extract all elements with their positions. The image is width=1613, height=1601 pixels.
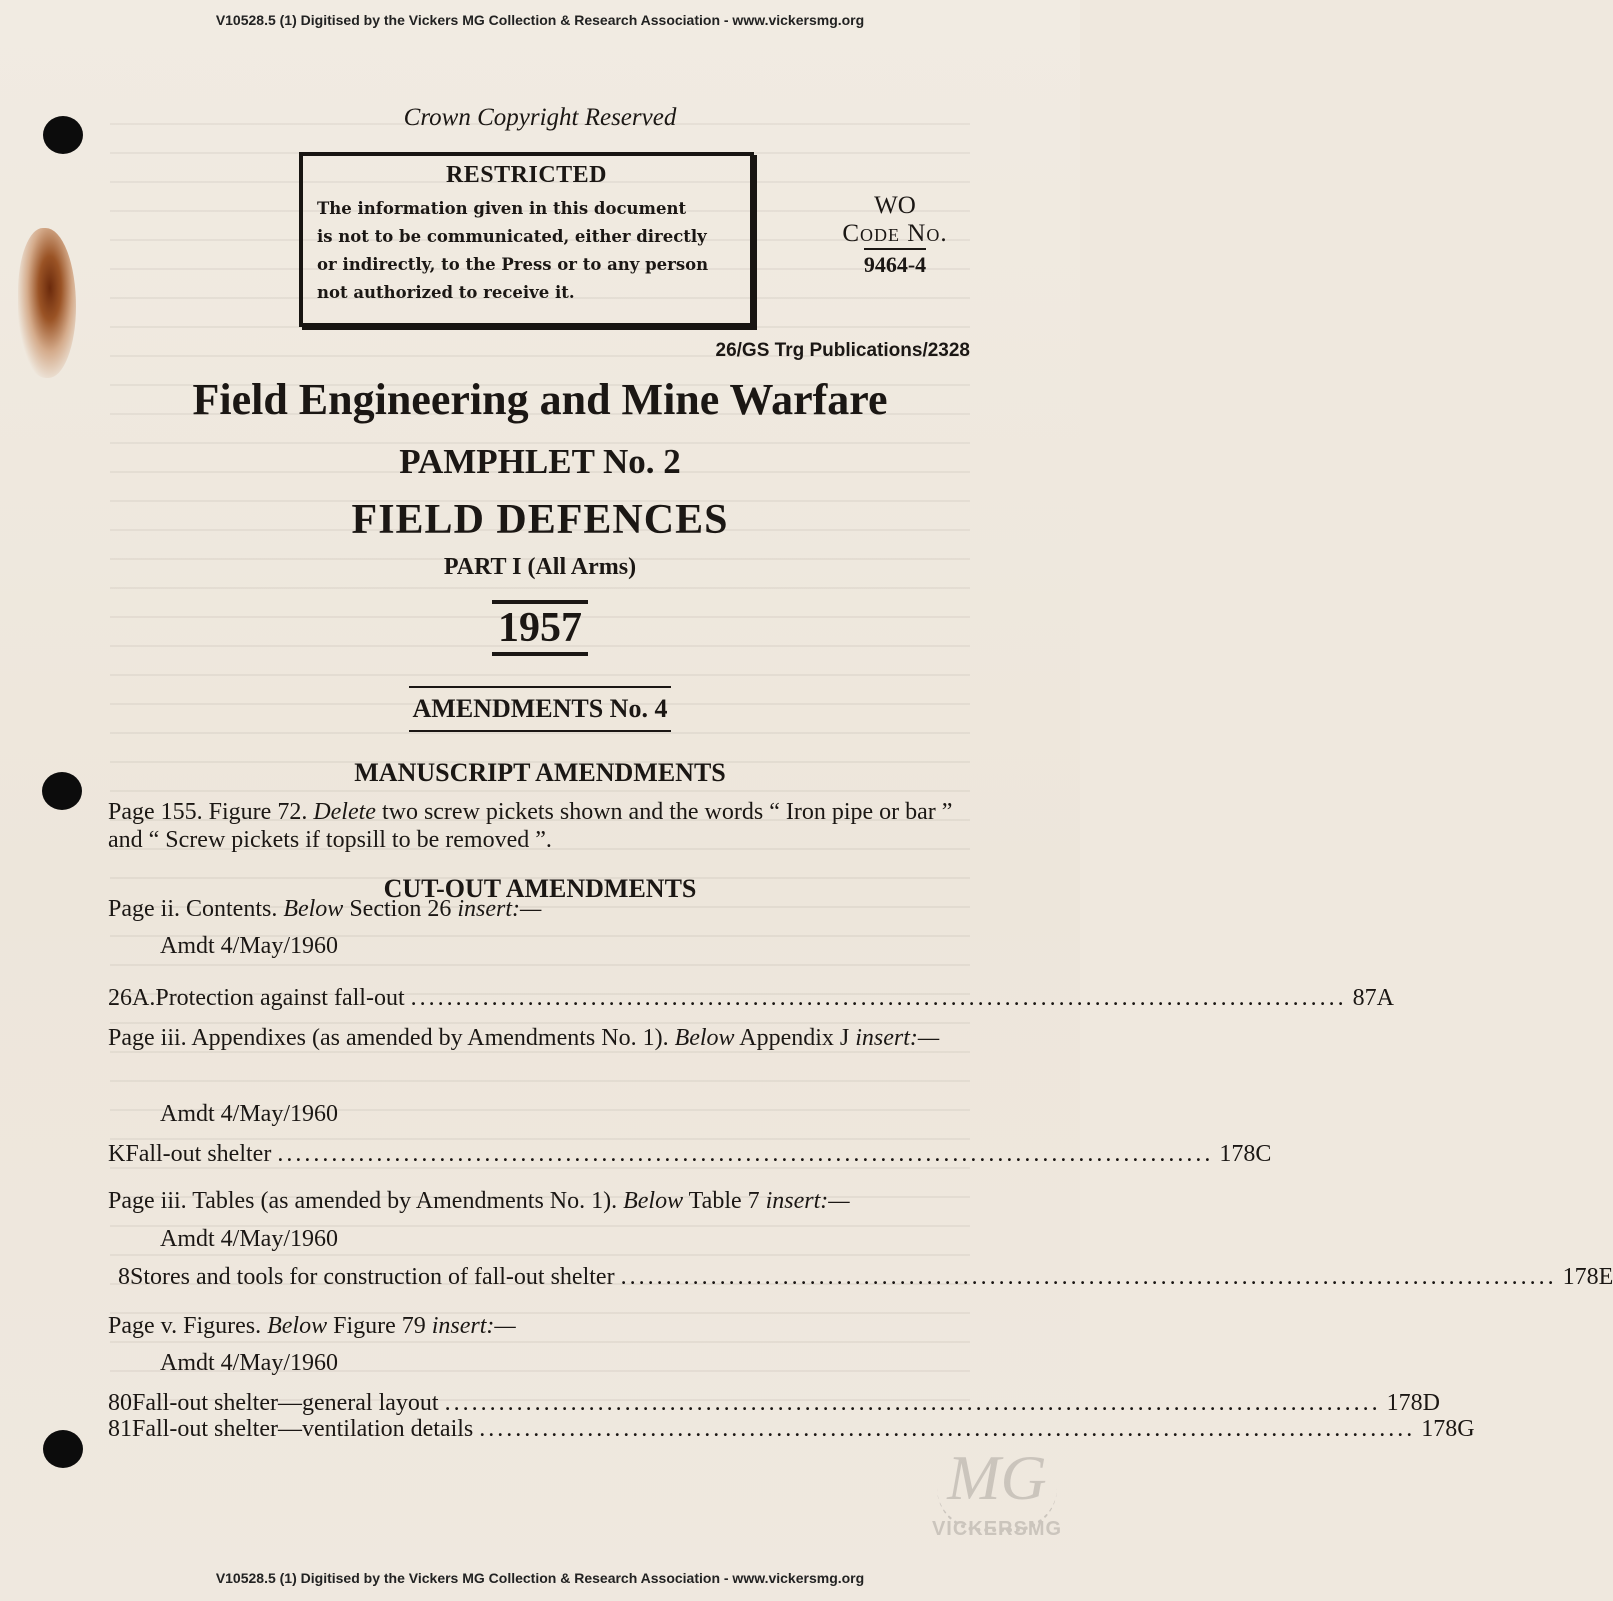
copyright-notice: Crown Copyright Reserved (403, 104, 677, 131)
restricted-title: RESTRICTED (445, 162, 608, 188)
pamphlet-number: PAMPHLET No. 2 (399, 442, 681, 481)
part-label: PART I (All Arms) (443, 554, 637, 580)
digitised-footer: V10528.5 (1) Digitised by the Vickers MG Collection & Research Association - www.vickersmg.org (215, 1570, 865, 1586)
amdt-date: Amdt 4/May/1960 (160, 933, 338, 959)
item-number: 81 (108, 1416, 132, 1442)
manuscript-amendment-text (108, 798, 974, 854)
item-label: Fall-out shelter (125, 1141, 272, 1167)
list-item (108, 985, 1394, 1012)
item-page: 178G (1421, 1416, 1475, 1442)
figures-intro (108, 1313, 974, 1340)
code-number: 9464-4 (864, 248, 926, 278)
restricted-line: not authorized to receive it. (317, 283, 575, 302)
list-item (108, 1416, 1475, 1443)
code-label: Code No. (842, 220, 948, 247)
restricted-text (317, 195, 736, 307)
item-page: 178E (1562, 1264, 1613, 1290)
leader-dots: ........................................................................................................ (410, 985, 1347, 1011)
punch-hole (43, 1430, 83, 1468)
leader-dots: ........................................................................................................ (444, 1390, 1381, 1416)
intro-text: Table 7 (683, 1188, 766, 1214)
leader-dots: ........................................................................................................ (620, 1264, 1557, 1290)
publication-reference: 26/GS Trg Publications/2328 (715, 340, 970, 361)
leader-dots: ........................................................................................................ (277, 1141, 1214, 1167)
intro-emphasis: Below (623, 1188, 684, 1214)
intro-text: Page ii. Contents. (108, 896, 284, 922)
amendments-number: AMENDMENTS No. 4 (409, 686, 672, 732)
amendments-block (0, 686, 1080, 732)
item-number: 26A. (108, 985, 156, 1011)
item-page: 178D (1386, 1390, 1440, 1416)
intro-text: Appendix J (734, 1025, 856, 1051)
document-subtitle: FIELD DEFENCES (351, 497, 729, 543)
intro-text: Section 26 (343, 896, 458, 922)
wo-label: WO (874, 192, 916, 219)
vickersmg-watermark (922, 1438, 1072, 1586)
item-label: Protection against fall-out (155, 985, 405, 1011)
intro-emphasis: insert:— (431, 1313, 516, 1339)
list-item (108, 1390, 1440, 1417)
restricted-line: The information given in this document (317, 199, 687, 218)
restricted-line: or indirectly, to the Press or to any person (317, 255, 709, 274)
intro-text: Page iii. Appendixes (as amended by Amendments No. 1). (108, 1025, 675, 1051)
intro-emphasis: Below (674, 1025, 735, 1051)
contents-intro (108, 896, 974, 923)
amdt-date: Amdt 4/May/1960 (160, 1226, 338, 1252)
amdt-date: Amdt 4/May/1960 (160, 1101, 338, 1127)
amendment-emphasis: Delete (313, 799, 376, 825)
intro-emphasis: insert:— (457, 896, 542, 922)
rust-stain (18, 228, 76, 378)
intro-emphasis: insert:— (765, 1188, 850, 1214)
intro-emphasis: Below (283, 896, 344, 922)
item-label: Fall-out shelter—general layout (132, 1390, 439, 1416)
watermark-logo: MG (947, 1442, 1047, 1513)
cutout-heading: CUT-OUT AMENDMENTS (383, 874, 697, 903)
intro-text: Page v. Figures. (108, 1313, 268, 1339)
tables-intro (108, 1188, 974, 1215)
intro-emphasis: Below (267, 1313, 328, 1339)
list-item (108, 1141, 1272, 1168)
restricted-notice-box (299, 152, 754, 327)
publication-year: 1957 (492, 600, 588, 656)
item-page: 178C (1219, 1141, 1272, 1167)
amendment-text: Page 155. Figure 72. (108, 799, 314, 825)
leader-dots: ........................................................................................................ (479, 1416, 1416, 1442)
item-label: Stores and tools for construction of fall-out shelter (130, 1264, 615, 1290)
manuscript-heading: MANUSCRIPT AMENDMENTS (354, 758, 726, 787)
wo-code-block (830, 192, 960, 279)
intro-text: Page iii. Tables (as amended by Amendments No. 1). (108, 1188, 624, 1214)
item-number: 80 (108, 1390, 132, 1416)
digitised-header: V10528.5 (1) Digitised by the Vickers MG Collection & Research Association - www.vickersmg.org (215, 12, 865, 28)
watermark-brand: VICKERSMG (931, 1518, 1063, 1540)
list-item (118, 1264, 1613, 1291)
item-number: K (108, 1141, 126, 1167)
year-block (0, 600, 1080, 656)
amendment-text: two screw pickets shown and the words “ Iron pipe or bar ” and “ Screw pickets if topsill to be removed ”. (108, 799, 953, 853)
item-label: Fall-out shelter—ventilation details (132, 1416, 474, 1442)
appendixes-intro (108, 1024, 974, 1052)
intro-emphasis: insert:— (855, 1025, 940, 1051)
item-number: 8 (118, 1264, 130, 1290)
amdt-date: Amdt 4/May/1960 (160, 1350, 338, 1376)
document-title: Field Engineering and Mine Warfare (192, 375, 888, 424)
intro-text: Figure 79 (327, 1313, 432, 1339)
restricted-line: is not to be communicated, either directly (317, 227, 707, 246)
item-page: 87A (1352, 985, 1394, 1011)
